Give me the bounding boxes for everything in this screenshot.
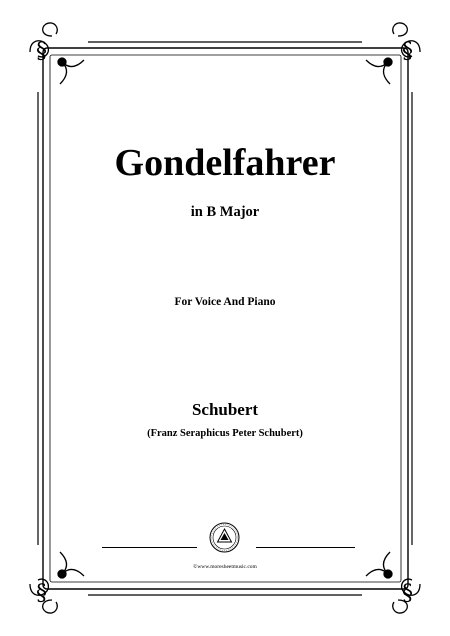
svg-text:§: §	[402, 581, 413, 606]
svg-text:§: §	[402, 39, 413, 64]
composer-name: Schubert	[191, 400, 259, 419]
corner-ornament-top-right	[366, 23, 420, 84]
footer-rule-right	[256, 547, 355, 548]
key-signature-label: in B Major	[190, 204, 260, 220]
svg-text:§: §	[36, 581, 47, 606]
footer-rule-left	[102, 547, 197, 548]
outer-frame-line	[43, 48, 408, 589]
corner-ornament-bottom-right	[366, 552, 420, 613]
publisher-website[interactable]: ©www.moresheetmusic.com	[193, 564, 257, 570]
corner-ornament-bottom-left	[30, 552, 84, 613]
piece-title: Gondelfahrer	[114, 142, 336, 184]
inner-frame-line	[50, 55, 401, 582]
svg-text:§: §	[36, 39, 47, 64]
composer-full-name: (Franz Seraphicus Peter Schubert)	[147, 428, 303, 439]
publisher-seal-logo-icon	[209, 522, 240, 553]
instrumentation-label: For Voice And Piano	[174, 296, 276, 308]
corner-ornament-top-left	[30, 23, 84, 84]
